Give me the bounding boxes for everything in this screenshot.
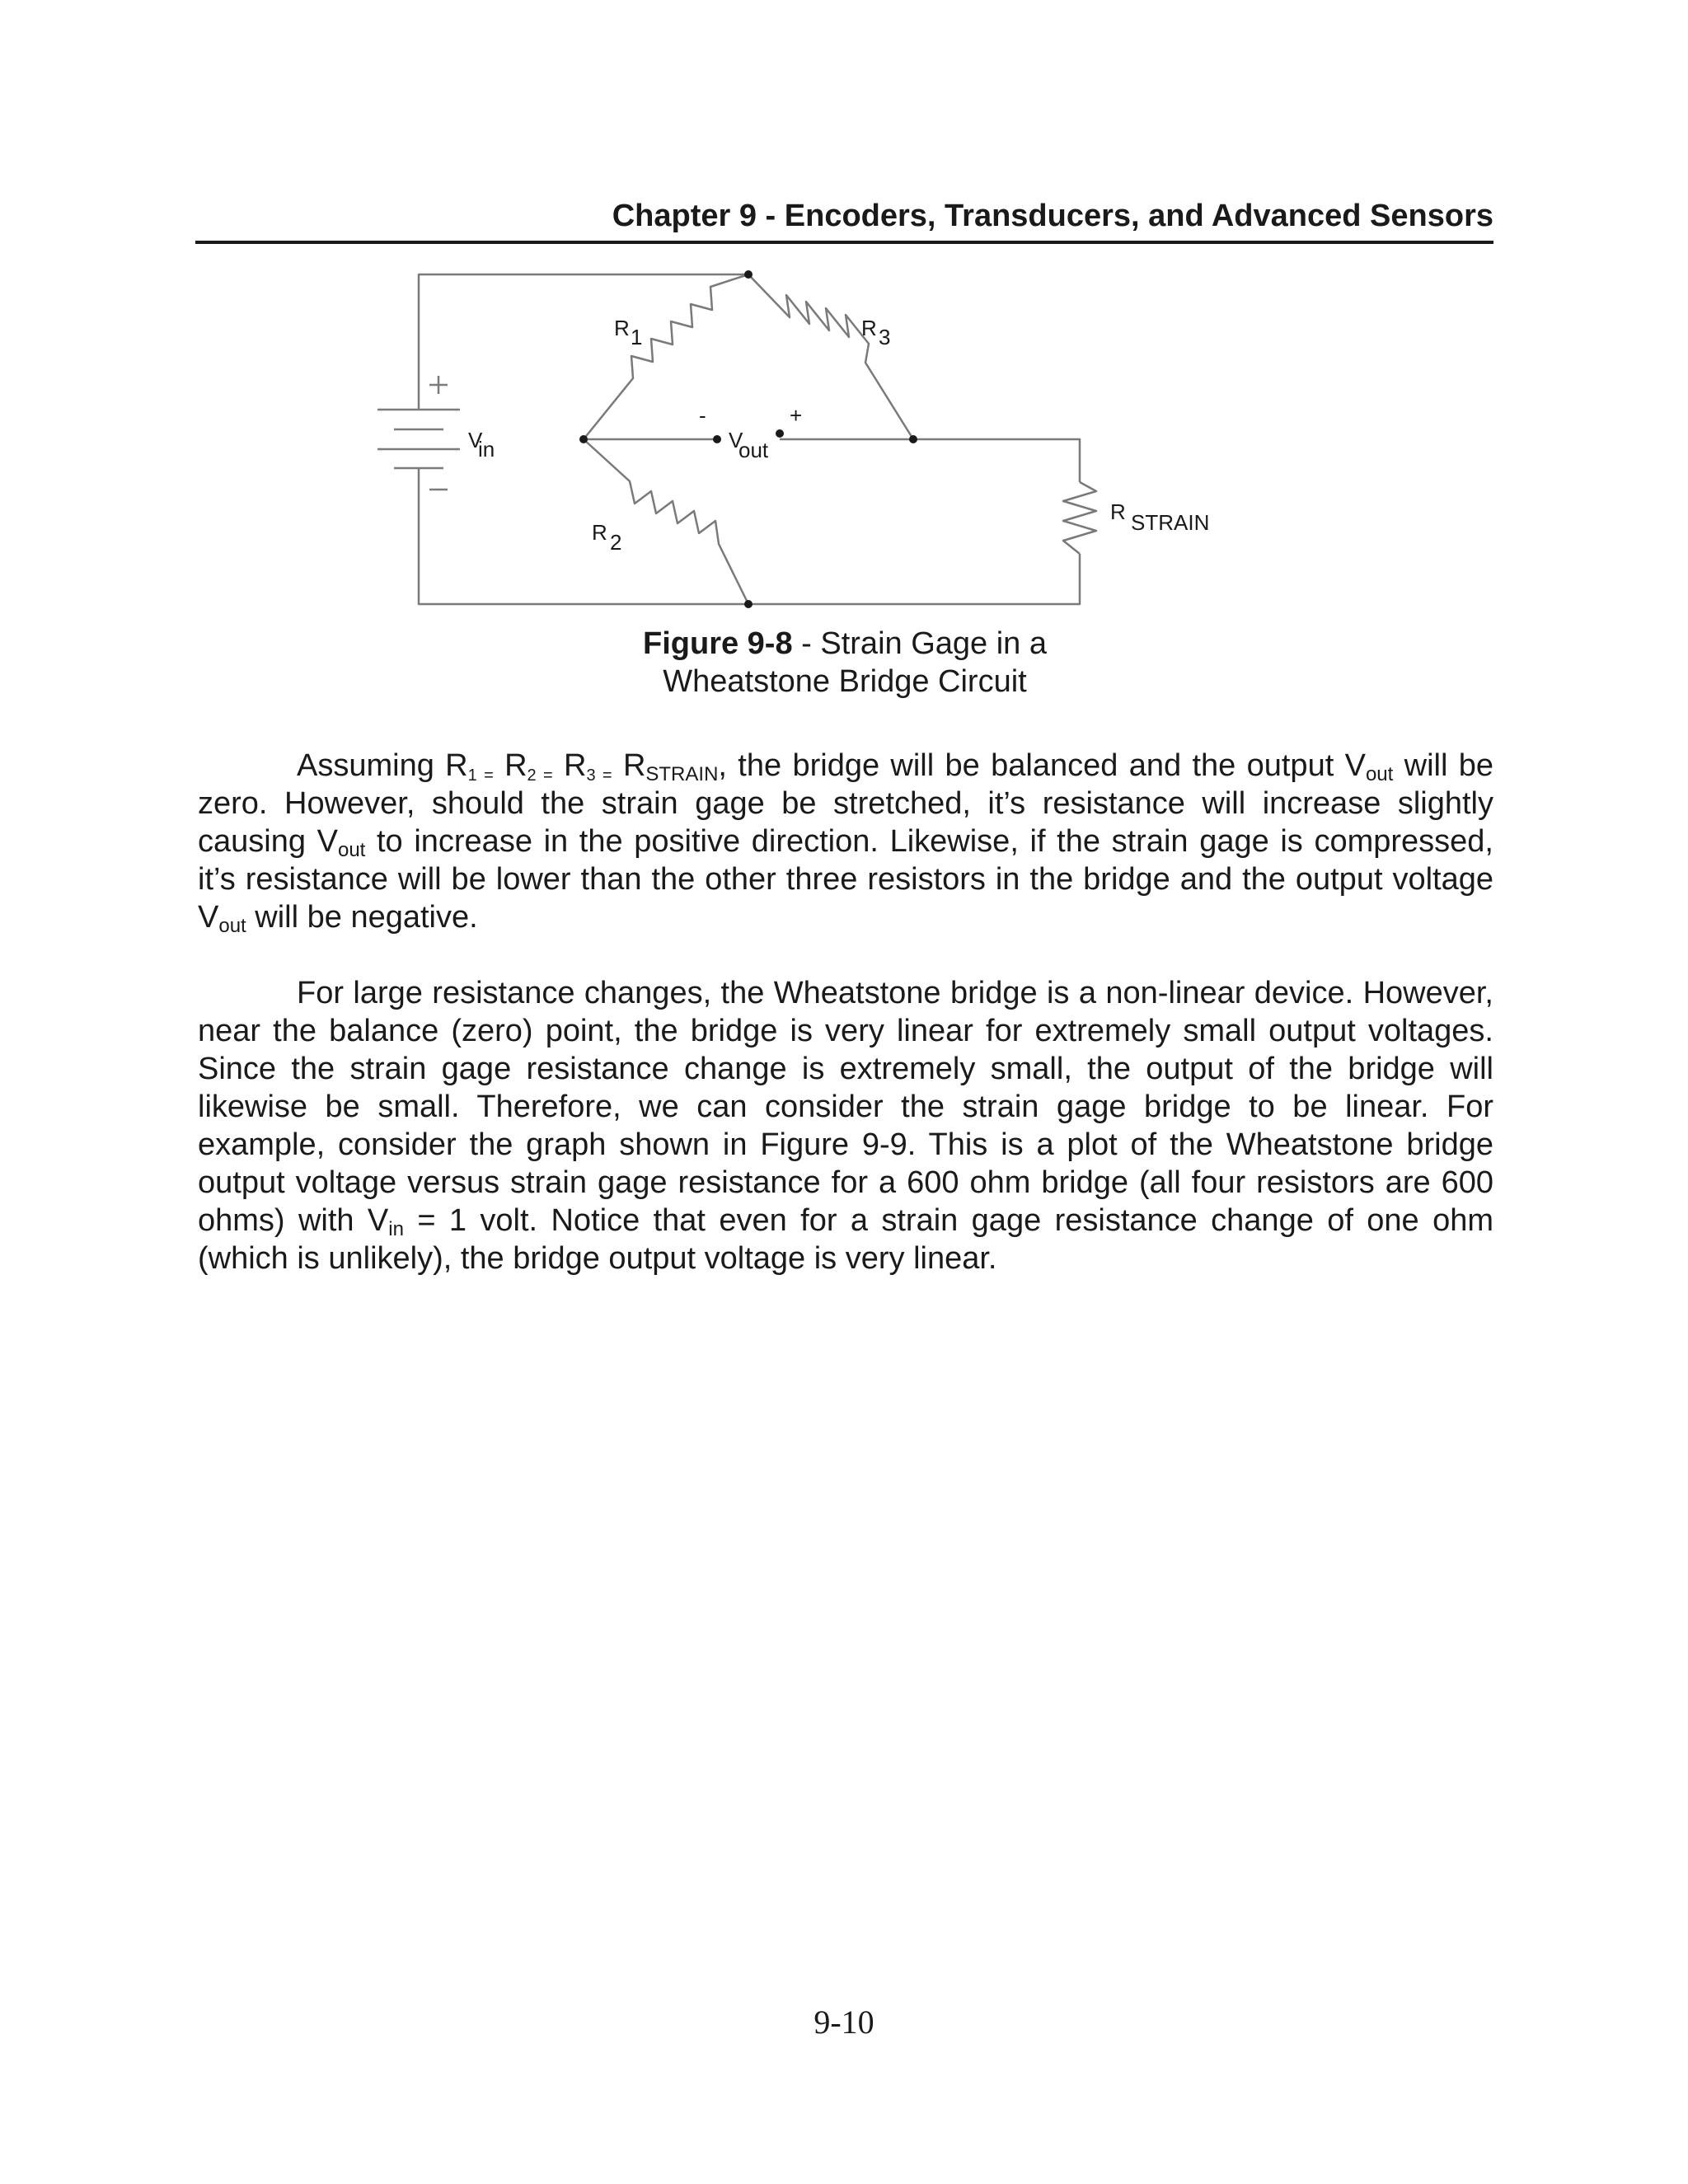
vout-minus-terminal — [713, 435, 721, 443]
top-wire — [419, 274, 748, 375]
wheatstone-bridge-diagram — [0, 0, 1688, 659]
svg-text:STRAIN: STRAIN — [1131, 510, 1210, 535]
node-left — [579, 435, 588, 443]
svg-text:V: V — [468, 428, 483, 452]
svg-text:R: R — [614, 316, 630, 340]
svg-text:out: out — [738, 438, 769, 462]
label-rstrain — [1110, 499, 1209, 535]
svg-text:1: 1 — [631, 325, 643, 349]
node-right — [909, 435, 917, 443]
label-r1 — [614, 316, 642, 349]
vout-minus-sign: - — [699, 403, 706, 428]
svg-text:V: V — [729, 428, 743, 452]
svg-text:2: 2 — [610, 530, 622, 555]
resistor-r3 — [748, 274, 913, 439]
figure-label: Figure 9-8 — [643, 626, 793, 661]
vout-plus-terminal — [776, 429, 784, 438]
figure-caption — [495, 625, 1195, 701]
figure-caption-line1: - Strain Gage in a — [792, 626, 1047, 661]
paragraph-balance: Assuming $R_{1 =}$ $R_{2 =}$ $R_{3 =}$ $R_{STRAIN}$, the bridge will be balanced and the output $V_{out}$ will be zero. However, should the strain gage be stretched, it’s resistance will increase slightly causing $V_{out}$ to increase in the positive direction. Likewise, if the strain gage is compressed, it’s resistance will be lower than the other three resistors in the bridge and the output voltage $V_{out}$ will be negative. — [198, 748, 1494, 937]
paragraph-linearity: For large resistance changes, the Wheatstone bridge is a non-linear device. However, near the balance (zero) point, the bridge is very linear for extremely small output voltages. Since the strain gage resistance change is extremely small, the output of the bridge will likewise be small. Therefore, we can consider the strain gage bridge to be linear. For example, consider the graph shown in Figure 9-9. This is a plot of the Wheatstone bridge output voltage versus strain gage resistance for a 600 ohm bridge (all four resistors are 600 ohms) with $V_{in} = 1$ volt. Notice that even for a strain gage resistance change of one ohm (which is unlikely), the bridge output voltage is very linear. — [198, 976, 1493, 1276]
bottom-wire — [419, 468, 1080, 604]
resistor-rstrain — [1063, 482, 1096, 554]
label-vout — [729, 428, 769, 462]
node-top — [744, 270, 753, 279]
svg-text:R: R — [1110, 499, 1126, 524]
page-number: 9-10 — [814, 2004, 874, 2041]
vout-plus-sign: + — [790, 403, 803, 428]
resistor-r2 — [584, 439, 748, 604]
right-wire — [913, 439, 1080, 482]
svg-text:R: R — [861, 316, 877, 340]
label-r2 — [592, 520, 621, 555]
chapter-title: Chapter 9 - Encoders, Transducers, and Advanced Sensors — [612, 199, 1493, 233]
node-bottom — [744, 600, 753, 608]
svg-text:3: 3 — [879, 325, 891, 349]
resistor-r1 — [584, 274, 748, 439]
svg-text:in: in — [478, 437, 495, 462]
figure-caption-line2: Wheatstone Bridge Circuit — [663, 664, 1027, 699]
svg-text:R: R — [592, 520, 607, 545]
label-r3 — [861, 316, 890, 349]
label-vin — [468, 428, 495, 462]
